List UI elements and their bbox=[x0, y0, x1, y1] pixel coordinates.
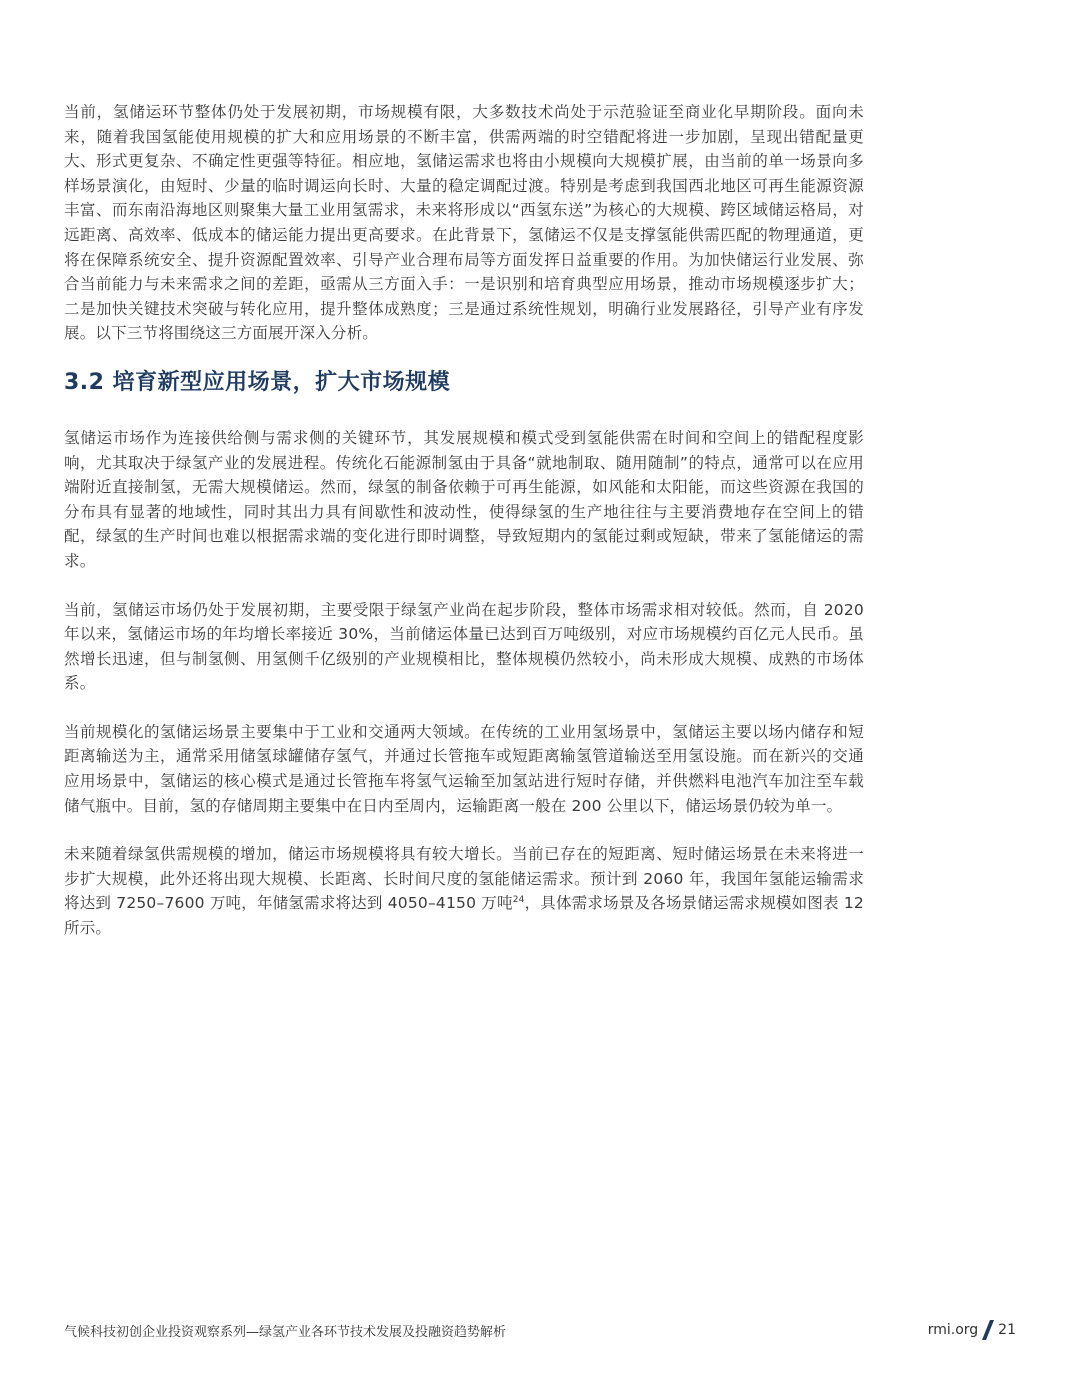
intro-paragraph: 当前，氢储运环节整体仍处于发展初期，市场规模有限，大多数技术尚处于示范验证至商业化早期阶段。面向未来，随着我国氢能使用规模的扩大和应用场景的不断丰富，供需两端的时空错配将进一步加剧，呈现出错配量更大、形式更复杂、不确定性更强等特征。相应地，氢储运需求也将由小规模向大规模扩展，由当前的单一场景向多样场景演化，由短时、少量的临时调运向长时、大量的稳定调配过渡。特别是考虑到我国西北地区可再生能源资源丰富、而东南沿海地区则聚集大量工业用氢需求，未来将形成以“西氢东送”为核心的大规模、跨区域储运格局，对远距离、高效率、低成本的储运能力提出更高要求。在此背景下，氢储运不仅是支撑氢能供需匹配的物理通道，更将在保障系统安全、提升资源配置效率、引导产业合理布局等方面发挥日益重要的作用。为加快储运行业发展、弥合当前能力与未来需求之间的差距，亟需从三方面入手：一是识别和培育典型应用场景，推动市场规模逐步扩大；二是加快关键技术突破与转化应用，提升整体成熟度；三是通过系统性规划，明确行业发展路径，引导产业有序发展。以下三节将围绕这三方面展开深入分析。 bbox=[64, 103, 864, 343]
body-paragraph-3: 当前规模化的氢储运场景主要集中于工业和交通两大领域。在传统的工业用氢场景中，氢储运主要以场内储存和短距离输送为主，通常采用储氢球罐储存氢气，并通过长管拖车或短距离输氢管道输送至用氢设施。而在新兴的交通应用场景中，氢储运的核心模式是通过长管拖车将氢气运输至加氢站进行短时存储，并供燃料电池汽车加注至车载储气瓶中。目前，氢的存储周期主要集中在日内至周内，运输距离一般在 200 公里以下，储运场景仍较为单一。 bbox=[64, 722, 864, 815]
paragraph-text-after-footnote: ，具体需求场景及各场景储运需求规模如图表 12 所示。 bbox=[64, 894, 864, 938]
paragraph-text-before-footnote: 未来随着绿氢供需规模的增加，储运市场规模将具有较大增长。当前已存在的短距离、短时储运场景在未来将进一步扩大规模，此外还将出现大规模、长距离、长时间尺度的氢能储运需求。预计到 2060 年，我国年氢能运输需求将达到 7250–7600 万吨，年储氢需求将达到 4050–4150 万吨 bbox=[64, 845, 864, 913]
main-content bbox=[64, 100, 864, 941]
body-paragraph-1: 氢储运市场作为连接供给侧与需求侧的关键环节，其发展规模和模式受到氢能供需在时间和空间上的错配程度影响，尤其取决于绿氢产业的发展进程。传统化石能源制氢由于具备“就地制取、随用随制”的特点，通常可以在应用端附近直接制氢，无需大规模储运。然而，绿氢的制备依赖于可再生能源，如风能和太阳能，而这些资源在我国的分布具有显著的地域性，同时其出力具有间歇性和波动性，使得绿氢的生产地往往与主要消费地存在空间上的错配，绿氢的生产时间也难以根据需求端的变化进行即时调整，导致短期内的氢能过剩或短缺，带来了氢能储运的需求。 bbox=[64, 428, 864, 570]
slash-icon bbox=[982, 1320, 994, 1340]
footer-right bbox=[928, 1320, 1016, 1340]
body-paragraph-4 bbox=[64, 842, 864, 940]
slash-shape bbox=[982, 1320, 994, 1340]
body-paragraph-2: 当前，氢储运市场仍处于发展初期，主要受限于绿氢产业尚在起步阶段，整体市场需求相对较低。然而，自 2020 年以来，氢储运市场的年均增长率接近 30%，当前储运体量已达到百万吨级别，对应市场规模约百亿元人民币。虽然增长迅速，但与制氢侧、用氢侧千亿级别的产业规模相比，整体规模仍然较小，尚未形成大规模、成熟的市场体系。 bbox=[64, 600, 864, 693]
page-footer bbox=[64, 1320, 1016, 1340]
footer-title: 气候科技初创企业投资观察系列—绿氢产业各环节技术发展及投融资趋势解析 bbox=[64, 1324, 507, 1340]
page-number: 21 bbox=[998, 1322, 1016, 1338]
footnote-marker[interactable]: 24 bbox=[512, 895, 525, 906]
section-heading: 3.2 培育新型应用场景，扩大市场规模 bbox=[64, 369, 451, 395]
footer-site-link[interactable]: rmi.org bbox=[927, 1322, 979, 1338]
